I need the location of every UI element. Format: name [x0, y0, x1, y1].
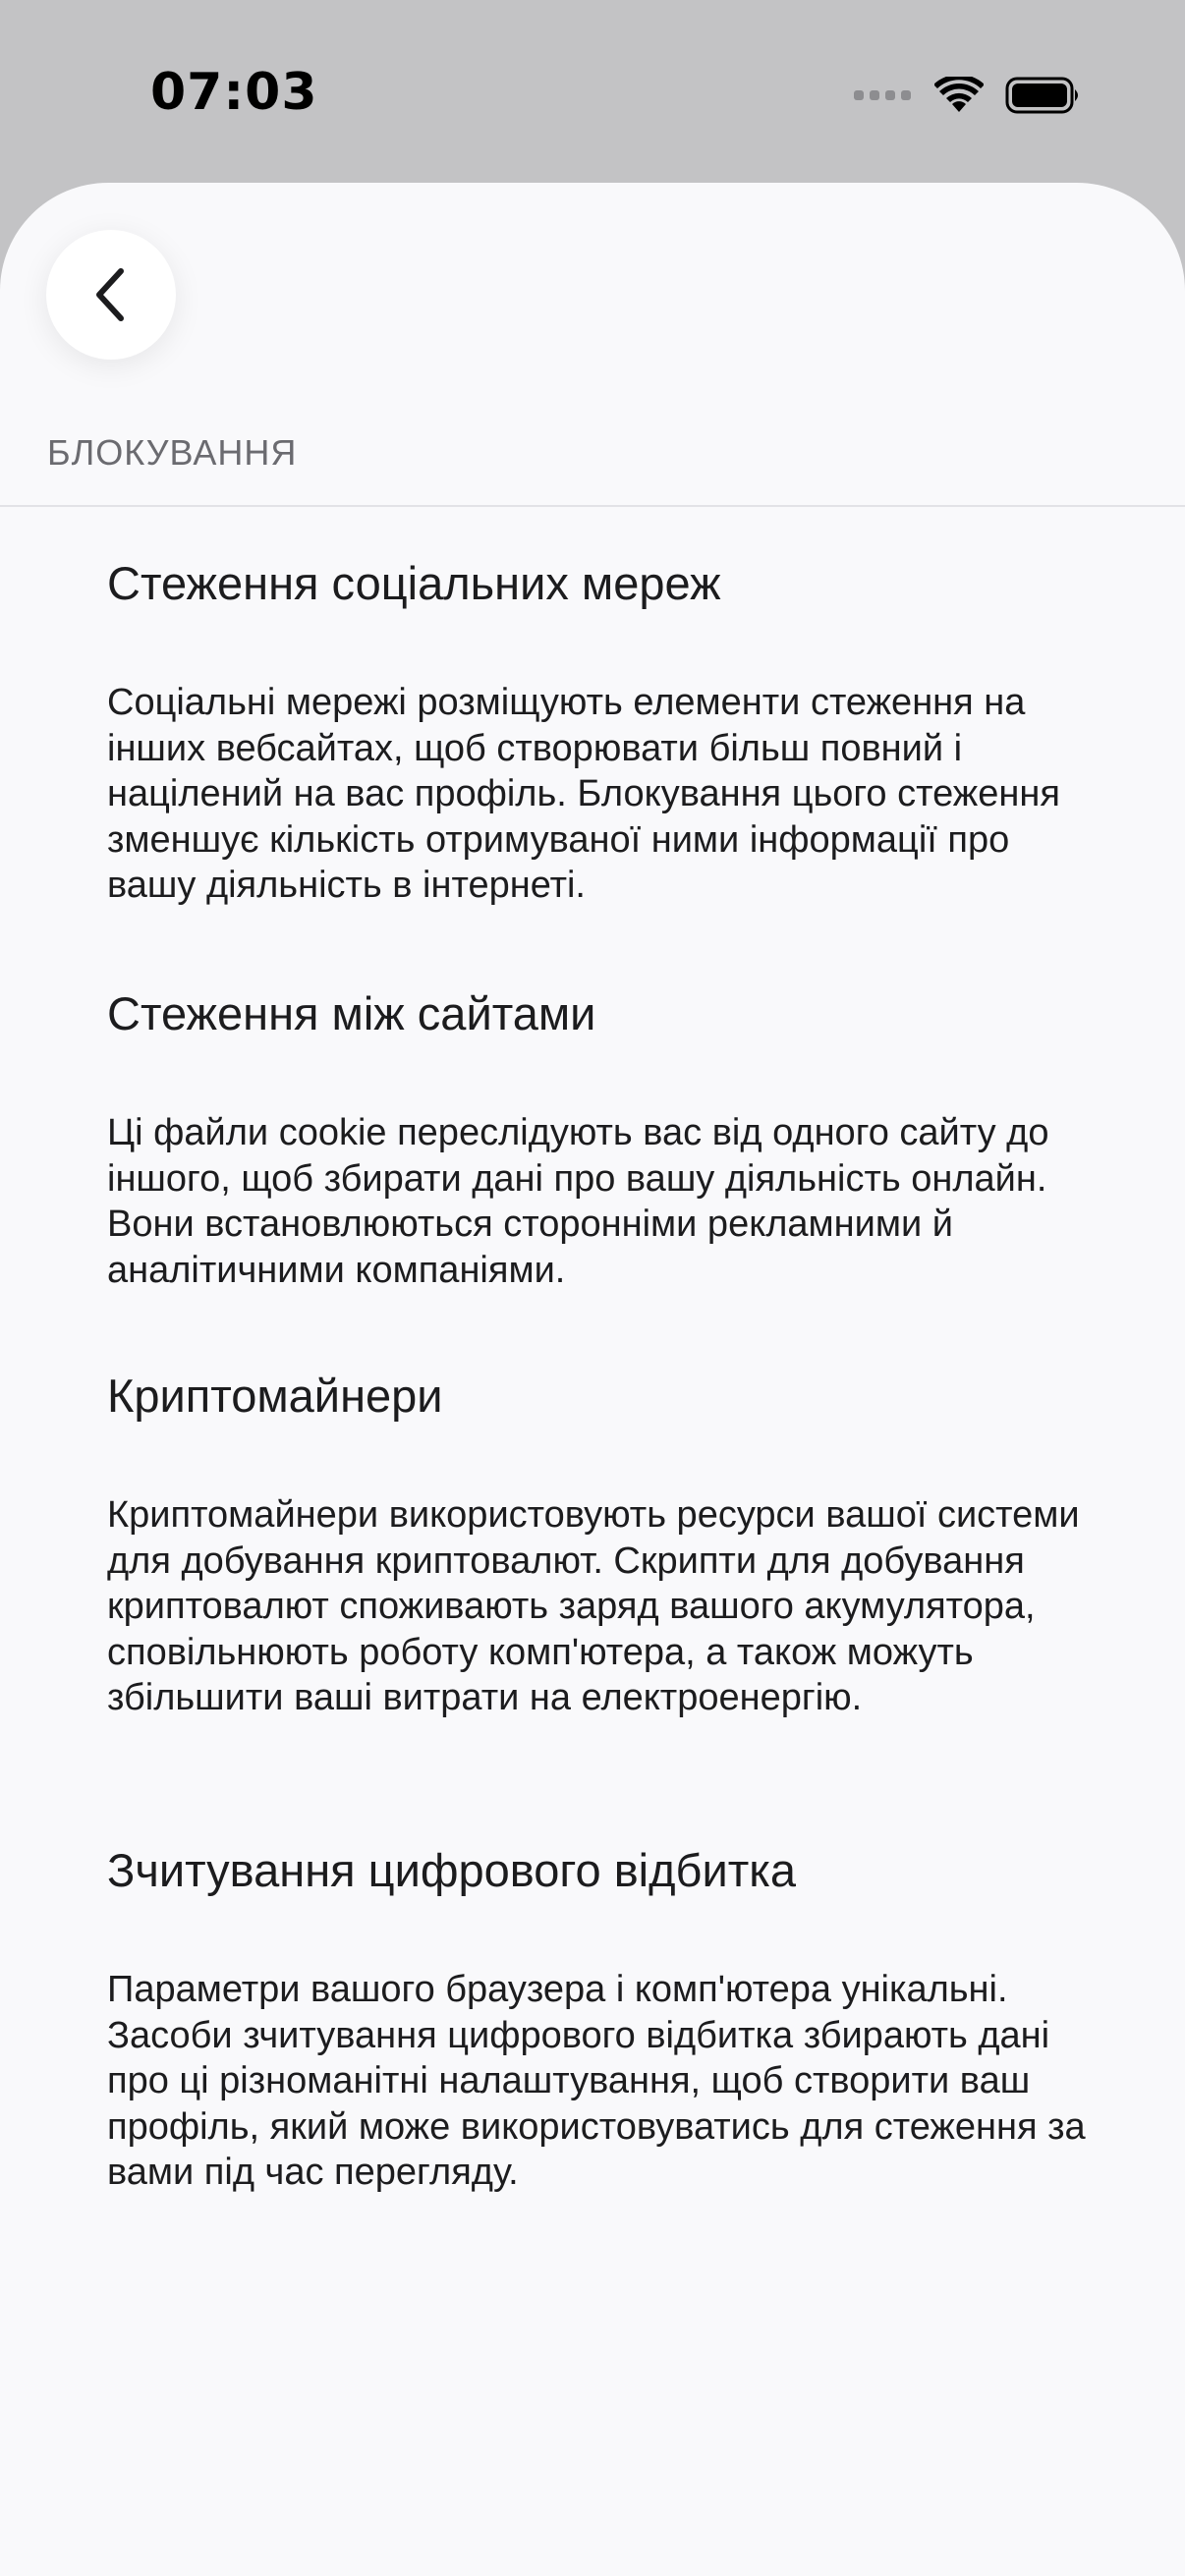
wifi-icon: [934, 77, 984, 114]
chevron-left-icon: [91, 265, 131, 324]
tracker-item-cross-site: [107, 986, 1090, 1293]
section-divider: [0, 505, 1185, 507]
status-bar: [0, 0, 1185, 183]
back-button[interactable]: [46, 230, 176, 360]
status-time: 07:03: [150, 63, 318, 122]
tracker-item-cryptominers: [107, 1369, 1090, 1721]
tracker-item-title: Зчитування цифрового відбитка: [107, 1844, 796, 1896]
tracking-info-sheet: [0, 183, 1185, 2576]
tracker-item-fingerprinters: [107, 1843, 1090, 2196]
status-icons: [854, 71, 1082, 120]
section-header: БЛОКУВАННЯ: [47, 432, 298, 473]
battery-icon: [1005, 76, 1082, 115]
tracker-item-description: Ці файли cookie переслідують вас від одного сайту до іншого, щоб збирати дані про вашу діяльність онлайн. Вони встановлюються сторонніми рекламними й аналітичними компаніями.: [107, 1112, 1049, 1291]
tracker-item-title: Стеження між сайтами: [107, 987, 596, 1039]
signal-dots-icon: [854, 90, 911, 100]
tracker-item-description: Криптомайнери використовують ресурси вашої системи для добування криптовалют. Скрипти для добування криптовалют споживають заряд вашого акумулятора, сповільнюють роботу комп'ютера, а також можуть збільшити ваші витрати на електроенергію.: [107, 1494, 1080, 1718]
tracker-item-social: [107, 556, 1090, 909]
tracker-item-description: Соціальні мережі розміщують елементи стеження на інших вебсайтах, щоб створювати більш повний і націлений на вас профіль. Блокування цього стеження зменшує кількість отримуваної ними інформації про вашу діяльність в інтернеті.: [107, 682, 1060, 906]
tracker-item-title: Стеження соціальних мереж: [107, 557, 721, 609]
tracker-item-title: Криптомайнери: [107, 1370, 443, 1422]
tracker-item-description: Параметри вашого браузера і комп'ютера унікальні. Засоби зчитування цифрового відбитка збирають дані про ці різноманітні налаштування, щоб створити ваш профіль, який може використовуватись для стеження за вами під час перегляду.: [107, 1969, 1086, 2193]
